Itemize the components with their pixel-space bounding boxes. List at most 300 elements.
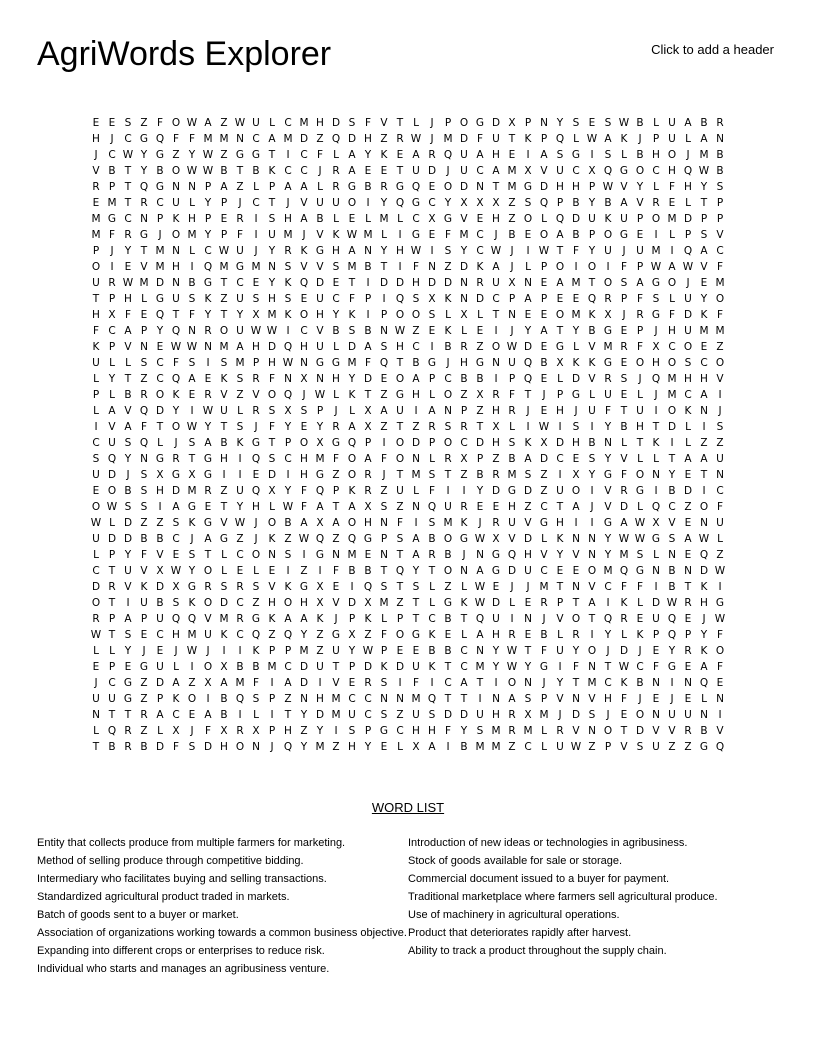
grid-letter: M: [619, 549, 629, 561]
grid-letter: D: [619, 501, 629, 513]
grid-letter: A: [124, 421, 132, 433]
grid-letter: N: [716, 133, 724, 145]
grid-letter: Q: [715, 741, 725, 753]
grid-letter: E: [508, 149, 516, 161]
grid-letter: A: [508, 693, 516, 705]
grid-letter: O: [635, 469, 645, 481]
grid-letter: N: [604, 437, 612, 449]
grid-letter: E: [108, 117, 116, 129]
grid-letter: N: [492, 357, 500, 369]
grid-letter: V: [508, 533, 516, 545]
grid-letter: K: [364, 613, 372, 625]
grid-letter: T: [572, 597, 580, 609]
grid-letter: K: [700, 645, 708, 657]
grid-letter: P: [364, 725, 372, 737]
grid-letter: S: [124, 437, 132, 449]
grid-letter: I: [302, 549, 306, 561]
grid-letter: F: [620, 581, 628, 593]
grid-letter: H: [268, 597, 276, 609]
grid-letter: O: [203, 565, 213, 577]
grid-letter: H: [364, 133, 372, 145]
grid-letter: L: [621, 149, 627, 161]
grid-letter: Y: [124, 549, 132, 561]
grid-letter: N: [572, 581, 580, 593]
grid-letter: G: [555, 341, 565, 353]
grid-letter: Z: [540, 469, 548, 481]
grid-letter: J: [430, 133, 434, 145]
grid-letter: V: [700, 261, 708, 273]
grid-letter: I: [270, 677, 274, 689]
grid-letter: F: [188, 133, 196, 145]
grid-letter: E: [524, 229, 532, 241]
grid-letter: M: [219, 261, 229, 273]
grid-letter: J: [478, 517, 482, 529]
grid-letter: V: [380, 117, 388, 129]
grid-letter: T: [140, 245, 148, 257]
grid-letter: P: [540, 133, 548, 145]
grid-letter: L: [653, 453, 659, 465]
grid-letter: A: [172, 501, 180, 513]
grid-letter: D: [315, 709, 325, 721]
grid-letter: E: [332, 277, 340, 289]
grid-letter: D: [363, 661, 373, 673]
grid-letter: W: [218, 245, 230, 257]
grid-letter: B: [460, 373, 468, 385]
grid-letter: B: [716, 149, 724, 161]
grid-letter: K: [684, 405, 692, 417]
grid-letter: Z: [364, 629, 372, 641]
grid-letter: Y: [300, 629, 308, 641]
grid-letter: G: [187, 581, 197, 593]
grid-letter: W: [634, 533, 646, 545]
grid-letter: R: [204, 485, 212, 497]
grid-letter: A: [540, 149, 548, 161]
grid-letter: O: [603, 229, 613, 241]
grid-letter: L: [109, 645, 115, 657]
grid-letter: Q: [699, 549, 709, 561]
grid-letter: V: [316, 229, 324, 241]
grid-letter: Z: [140, 117, 148, 129]
grid-letter: K: [556, 533, 564, 545]
grid-letter: T: [412, 597, 420, 609]
grid-letter: E: [92, 485, 100, 497]
grid-letter: A: [204, 117, 212, 129]
grid-letter: D: [459, 261, 469, 273]
grid-letter: S: [220, 357, 228, 369]
grid-letter: M: [699, 325, 709, 337]
grid-letter: G: [619, 165, 629, 177]
clue-item: Ability to track a product throughout the supply chain.: [408, 945, 667, 957]
grid-letter: Y: [188, 565, 196, 577]
grid-letter: H: [492, 213, 500, 225]
grid-letter: M: [667, 373, 677, 385]
grid-letter: U: [636, 405, 644, 417]
grid-letter: I: [526, 245, 530, 257]
grid-letter: E: [572, 453, 580, 465]
grid-letter: A: [348, 165, 356, 177]
grid-letter: J: [526, 581, 530, 593]
grid-letter: R: [428, 549, 436, 561]
grid-letter: M: [91, 213, 101, 225]
grid-letter: E: [412, 645, 420, 657]
grid-letter: M: [315, 453, 325, 465]
grid-letter: U: [348, 709, 356, 721]
grid-letter: Y: [204, 309, 212, 321]
grid-letter: O: [443, 437, 453, 449]
grid-letter: M: [203, 133, 213, 145]
grid-letter: P: [508, 373, 516, 385]
grid-letter: A: [204, 709, 212, 721]
grid-letter: T: [396, 469, 404, 481]
grid-letter: R: [236, 581, 244, 593]
grid-letter: X: [172, 581, 180, 593]
grid-letter: D: [155, 581, 165, 593]
grid-letter: D: [683, 485, 693, 497]
grid-letter: F: [572, 245, 580, 257]
grid-letter: Q: [699, 677, 709, 689]
grid-letter: W: [490, 245, 502, 257]
grid-letter: W: [106, 501, 118, 513]
grid-letter: U: [508, 517, 516, 529]
grid-letter: J: [110, 133, 114, 145]
grid-letter: E: [572, 293, 580, 305]
grid-letter: B: [476, 469, 484, 481]
clue-item: Traditional marketplace where farmers sell agricultural produce.: [408, 891, 718, 903]
grid-letter: B: [332, 325, 340, 337]
grid-letter: B: [700, 725, 708, 737]
grid-letter: X: [524, 709, 532, 721]
grid-letter: Z: [220, 485, 228, 497]
grid-letter: G: [331, 629, 341, 641]
grid-letter: G: [411, 197, 421, 209]
grid-letter: E: [540, 277, 548, 289]
grid-letter: K: [220, 373, 228, 385]
grid-letter: F: [668, 181, 676, 193]
grid-letter: C: [444, 373, 452, 385]
grid-letter: D: [363, 373, 373, 385]
grid-letter: L: [541, 213, 547, 225]
grid-letter: B: [508, 453, 516, 465]
grid-letter: L: [429, 453, 435, 465]
grid-letter: P: [204, 213, 212, 225]
grid-letter: Z: [140, 693, 148, 705]
grid-letter: N: [508, 309, 516, 321]
grid-letter: X: [268, 485, 276, 497]
grid-letter: U: [92, 277, 100, 289]
grid-letter: O: [523, 213, 533, 225]
grid-letter: T: [380, 565, 388, 577]
grid-letter: Q: [395, 293, 405, 305]
grid-letter: Q: [331, 133, 341, 145]
grid-letter: Q: [555, 133, 565, 145]
grid-letter: T: [396, 549, 404, 561]
grid-letter: L: [637, 389, 643, 401]
grid-letter: J: [686, 149, 690, 161]
grid-letter: I: [654, 485, 658, 497]
grid-letter: L: [653, 549, 659, 561]
grid-letter: L: [109, 517, 115, 529]
grid-letter: G: [139, 133, 149, 145]
grid-letter: B: [636, 149, 644, 161]
grid-letter: L: [541, 741, 547, 753]
grid-letter: I: [558, 661, 562, 673]
grid-letter: R: [620, 341, 628, 353]
grid-letter: F: [636, 293, 644, 305]
grid-letter: P: [380, 645, 388, 657]
grid-letter: G: [507, 485, 517, 497]
grid-letter: Y: [572, 325, 580, 337]
grid-letter: N: [300, 693, 308, 705]
grid-letter: D: [123, 517, 133, 529]
grid-letter: E: [428, 325, 436, 337]
grid-letter: T: [556, 245, 564, 257]
grid-letter: F: [252, 677, 260, 689]
grid-letter: Z: [540, 485, 548, 497]
grid-letter: X: [508, 277, 516, 289]
grid-letter: D: [507, 565, 517, 577]
grid-letter: U: [620, 213, 628, 225]
clue-item: Expanding into different crops or enterprises to reduce risk.: [37, 945, 325, 957]
grid-letter: T: [460, 613, 468, 625]
grid-letter: G: [315, 549, 325, 561]
grid-letter: I: [702, 485, 706, 497]
grid-letter: B: [364, 325, 372, 337]
grid-letter: I: [654, 581, 658, 593]
grid-letter: S: [140, 469, 148, 481]
grid-letter: I: [414, 517, 418, 529]
grid-letter: L: [573, 133, 579, 145]
grid-letter: F: [380, 629, 388, 641]
grid-letter: P: [140, 325, 148, 337]
grid-letter: E: [684, 469, 692, 481]
grid-letter: Z: [444, 261, 452, 273]
grid-letter: B: [508, 229, 516, 241]
grid-letter: P: [156, 693, 164, 705]
grid-letter: L: [333, 341, 339, 353]
grid-letter: F: [348, 293, 356, 305]
grid-letter: L: [461, 581, 467, 593]
grid-letter: A: [124, 325, 132, 337]
grid-letter: Y: [204, 229, 212, 241]
grid-letter: J: [494, 229, 498, 241]
grid-letter: M: [187, 229, 197, 241]
grid-letter: J: [334, 613, 338, 625]
grid-letter: H: [284, 213, 292, 225]
grid-letter: K: [444, 293, 452, 305]
grid-letter: B: [284, 517, 292, 529]
grid-letter: Q: [251, 453, 261, 465]
grid-letter: M: [299, 117, 309, 129]
grid-letter: O: [587, 261, 597, 273]
grid-letter: Y: [204, 197, 212, 209]
grid-letter: S: [252, 581, 260, 593]
clue-item: Stock of goods available for sale or storage.: [408, 855, 623, 867]
grid-letter: G: [107, 213, 117, 225]
grid-letter: J: [302, 389, 306, 401]
grid-letter: S: [524, 469, 532, 481]
grid-letter: S: [620, 373, 628, 385]
grid-letter: Y: [604, 629, 612, 641]
word-list: [37, 834, 788, 978]
grid-letter: U: [684, 709, 692, 721]
grid-letter: I: [446, 741, 450, 753]
grid-letter: P: [268, 693, 276, 705]
grid-letter: A: [556, 229, 564, 241]
clue-item: Individual who starts and manages an agribusiness venture.: [37, 963, 330, 975]
grid-letter: V: [108, 421, 116, 433]
clue-column-right: [408, 834, 788, 978]
grid-letter: D: [267, 469, 277, 481]
grid-letter: P: [556, 197, 564, 209]
grid-letter: I: [110, 261, 114, 273]
grid-letter: R: [620, 613, 628, 625]
grid-letter: I: [286, 565, 290, 577]
grid-letter: C: [428, 197, 436, 209]
grid-letter: P: [636, 261, 644, 273]
grid-letter: B: [364, 181, 372, 193]
grid-letter: S: [188, 357, 196, 369]
grid-letter: P: [396, 613, 404, 625]
grid-letter: P: [204, 181, 212, 193]
grid-letter: L: [429, 597, 435, 609]
grid-letter: C: [460, 645, 468, 657]
grid-letter: G: [651, 533, 661, 545]
grid-letter: D: [523, 533, 533, 545]
grid-letter: T: [220, 309, 228, 321]
grid-letter: F: [364, 357, 372, 369]
grid-letter: Z: [300, 565, 308, 577]
grid-letter: I: [526, 421, 530, 433]
grid-letter: V: [252, 389, 260, 401]
grid-letter: Z: [236, 389, 244, 401]
grid-letter: J: [174, 437, 178, 449]
grid-letter: P: [332, 485, 340, 497]
grid-letter: S: [428, 309, 436, 321]
grid-letter: E: [188, 389, 196, 401]
grid-letter: M: [507, 181, 517, 193]
grid-letter: U: [668, 709, 676, 721]
grid-letter: Z: [380, 133, 388, 145]
grid-letter: R: [556, 725, 564, 737]
grid-letter: R: [140, 709, 148, 721]
grid-letter: F: [172, 133, 180, 145]
grid-letter: M: [475, 741, 485, 753]
grid-letter: R: [236, 613, 244, 625]
grid-letter: J: [94, 677, 98, 689]
grid-letter: I: [478, 693, 482, 705]
grid-letter: Z: [316, 133, 324, 145]
grid-letter: K: [188, 517, 196, 529]
grid-letter: N: [428, 261, 436, 273]
grid-letter: C: [156, 357, 164, 369]
grid-letter: J: [670, 693, 674, 705]
grid-letter: G: [603, 517, 613, 529]
grid-letter: R: [476, 277, 484, 289]
grid-letter: N: [716, 693, 724, 705]
grid-letter: Z: [508, 213, 516, 225]
grid-letter: F: [268, 373, 276, 385]
grid-letter: A: [268, 133, 276, 145]
grid-letter: S: [172, 597, 180, 609]
grid-letter: O: [507, 677, 517, 689]
grid-letter: O: [171, 229, 181, 241]
grid-letter: C: [412, 341, 420, 353]
grid-letter: M: [571, 309, 581, 321]
clue-column-left: [37, 834, 408, 978]
grid-letter: B: [188, 277, 196, 289]
clue-item: Product that deteriorates rapidly after harvest.: [408, 927, 632, 939]
grid-letter: T: [556, 325, 564, 337]
grid-letter: Y: [380, 197, 388, 209]
grid-letter: C: [252, 197, 260, 209]
grid-letter: B: [444, 341, 452, 353]
grid-letter: R: [252, 373, 260, 385]
grid-letter: E: [204, 373, 212, 385]
grid-letter: T: [636, 437, 644, 449]
grid-letter: C: [684, 389, 692, 401]
grid-letter: J: [574, 405, 578, 417]
grid-letter: B: [588, 325, 596, 337]
grid-letter: L: [541, 725, 547, 737]
grid-letter: B: [620, 421, 628, 433]
grid-letter: N: [652, 469, 660, 481]
grid-letter: W: [666, 597, 678, 609]
grid-letter: V: [556, 693, 564, 705]
grid-letter: K: [620, 597, 628, 609]
grid-letter: L: [269, 501, 275, 513]
grid-letter: Q: [587, 293, 597, 305]
grid-letter: T: [92, 741, 100, 753]
grid-letter: B: [700, 117, 708, 129]
grid-letter: Y: [188, 149, 196, 161]
add-header-placeholder[interactable]: Click to add a header: [651, 42, 774, 57]
grid-letter: T: [124, 181, 132, 193]
grid-letter: U: [396, 405, 404, 417]
grid-letter: X: [556, 357, 564, 369]
grid-letter: K: [348, 485, 356, 497]
grid-letter: U: [108, 437, 116, 449]
grid-letter: L: [157, 437, 163, 449]
grid-letter: Y: [492, 661, 500, 673]
grid-letter: P: [348, 661, 356, 673]
grid-letter: E: [156, 341, 164, 353]
grid-letter: Y: [460, 245, 468, 257]
grid-letter: O: [571, 485, 581, 497]
grid-letter: V: [316, 261, 324, 273]
grid-letter: Q: [667, 629, 677, 641]
grid-letter: C: [108, 677, 116, 689]
grid-letter: Q: [395, 197, 405, 209]
grid-letter: P: [316, 405, 324, 417]
grid-letter: N: [380, 517, 388, 529]
grid-letter: D: [539, 453, 549, 465]
grid-letter: Q: [139, 437, 149, 449]
grid-letter: S: [124, 117, 132, 129]
grid-letter: H: [652, 149, 660, 161]
grid-letter: A: [348, 245, 356, 257]
grid-letter: G: [395, 389, 405, 401]
grid-letter: N: [380, 325, 388, 337]
grid-letter: S: [268, 213, 276, 225]
grid-letter: G: [571, 149, 581, 161]
grid-letter: L: [637, 597, 643, 609]
grid-letter: H: [300, 597, 308, 609]
grid-letter: F: [652, 661, 660, 673]
grid-letter: V: [316, 325, 324, 337]
grid-letter: H: [700, 597, 708, 609]
grid-letter: G: [699, 741, 709, 753]
grid-letter: S: [604, 149, 612, 161]
